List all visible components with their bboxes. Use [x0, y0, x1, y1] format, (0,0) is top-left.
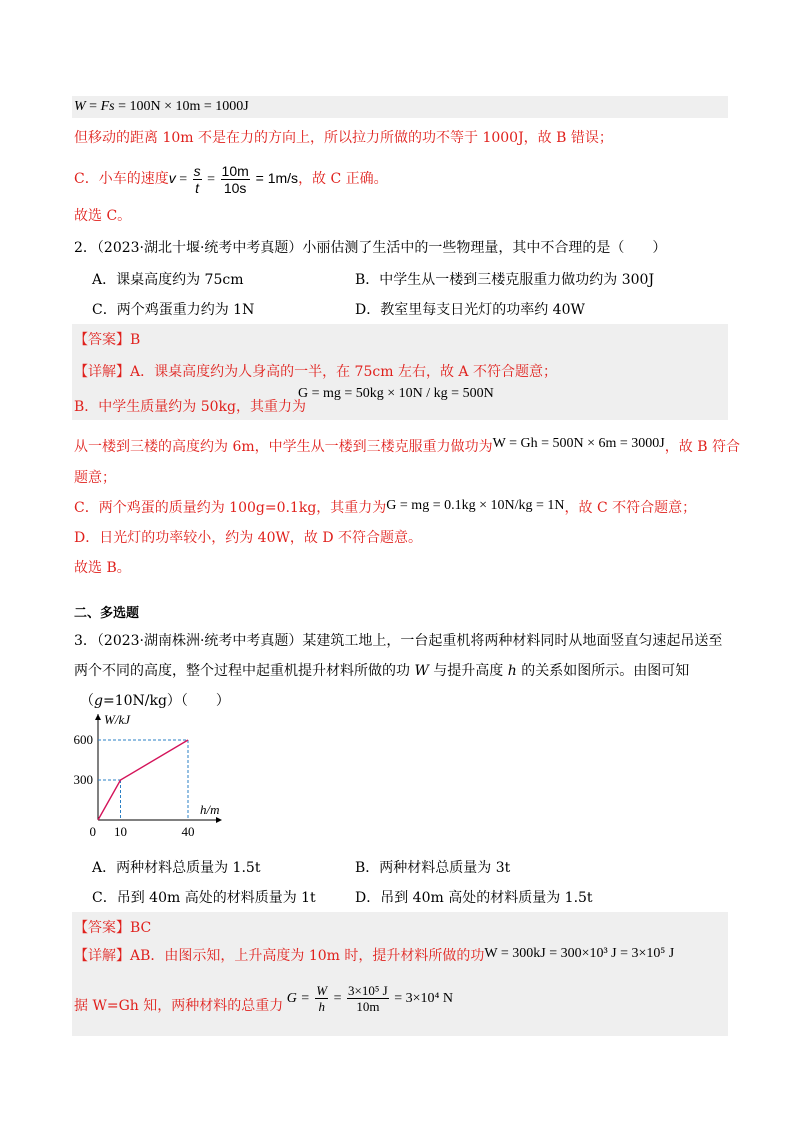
- q3-answer: [74, 918, 151, 938]
- q3-option-a: A．两种材料总质量为 1.5t: [92, 860, 261, 876]
- q2-detail-b3: 题意；: [74, 470, 116, 486]
- formula-g-equals: =: [330, 991, 346, 1006]
- q2-option-a: A．课桌高度约为 75cm: [92, 272, 244, 288]
- q2-option-d: D．教室里每支日光灯的功率约 40W: [355, 302, 585, 318]
- x-axis-label: h/m: [200, 802, 220, 817]
- detail-c-tail: ，故 C 不符合题意；: [564, 500, 697, 516]
- origin-label: 0: [89, 824, 96, 839]
- q3-formula-g: [283, 983, 454, 1015]
- q3-stem-1: 3．（2023·湖南株洲·统考中考真题）某建筑工地上，一台起重机将两种材料同时从地面竖直匀速起吊送至: [74, 633, 723, 649]
- q2-detail-b2: [74, 437, 740, 458]
- data-line: [98, 740, 188, 820]
- fraction-s-over-t: [193, 163, 202, 196]
- formula-equals: =: [85, 99, 101, 114]
- section-title-multi: 二、多选题: [74, 606, 140, 621]
- stem2-part-a: 两个不同的高度，整个过程中起重机提升材料所做的功: [74, 663, 415, 679]
- q3-answer-value: BC: [130, 920, 152, 936]
- fraction-numerator-w: W: [316, 983, 328, 999]
- detail-a-text: A．课桌高度约为人身高的一半，在 75cm 左右，故 A 不符合题意；: [130, 364, 557, 380]
- x-tick-label-10: 10: [114, 824, 127, 839]
- speed-equals-2: =: [203, 172, 219, 187]
- speed-equals: =: [175, 172, 191, 187]
- answer-tag: 【答案】: [74, 332, 130, 348]
- y-axis-arrow: [95, 714, 101, 720]
- formula-symbol-fs: Fs: [100, 99, 115, 114]
- q2-stem: 2．（2023·湖北十堰·统考中考真题）小丽估测了生活中的一些物理量，其中不合理的是（ ）: [74, 240, 667, 256]
- formula-g-rhs: = 3×10⁴ N: [390, 991, 454, 1006]
- speed-symbol-v: v: [168, 170, 176, 186]
- q3-stem-3: [80, 691, 230, 711]
- q3-formula-ab: W = 300kJ = 300×10³ J = 3×10⁵ J: [484, 946, 675, 961]
- fraction-numerator-10m: 10m: [221, 162, 249, 179]
- y-axis-label: W/kJ: [104, 712, 130, 727]
- q3-stem-2: [74, 661, 689, 681]
- fraction-10m-over-10s: [221, 163, 250, 196]
- detail-tag: 【详解】: [74, 364, 130, 380]
- fraction-denominator-h: h: [318, 999, 325, 1015]
- formula-g-lhs: G =: [286, 991, 314, 1006]
- q2-choose: 故选 B。: [74, 560, 131, 576]
- fraction-numerator-value: 3×10⁵ J: [348, 983, 388, 999]
- stem3-part-b: =10N/kg）（ ）: [102, 693, 230, 709]
- stem2-part-b: 与提升高度: [428, 663, 508, 679]
- fraction-w-over-h: [315, 983, 328, 1014]
- fraction-denominator-t: t: [195, 179, 200, 196]
- fraction-numerator-s: s: [193, 162, 201, 179]
- stem3-part-a: （: [80, 693, 94, 709]
- y-tick-label-600: 600: [73, 732, 93, 747]
- speed-tail: ，故 C 正确。: [298, 171, 388, 187]
- fraction-value: [347, 983, 389, 1014]
- q3-detail-ab: [74, 946, 674, 967]
- fraction-denominator-value: 10m: [356, 999, 380, 1015]
- q2-detail-b1-text: B．中学生质量约为 50kg，其重力为: [74, 399, 306, 415]
- stem2-symbol-w: W: [414, 663, 429, 679]
- y-tick-label-300: 300: [73, 772, 93, 787]
- text-choose-c: 故选 C。: [74, 208, 132, 224]
- formula-work: [74, 97, 249, 117]
- work-height-chart: [70, 712, 220, 839]
- formula-symbol-w: W: [74, 99, 86, 114]
- q3-detail-g-text: 据 W=Gh 知，两种材料的总重力: [74, 998, 284, 1014]
- q2-detail-a: [74, 362, 557, 382]
- q2-formula-c: G = mg = 0.1kg × 10N/kg = 1N: [386, 498, 565, 513]
- text-not-direction: 但移动的距离 10m 不是在力的方向上，所以拉力所做的功不等于 1000J，故 B 错误；: [74, 130, 613, 146]
- q2-detail-d: D．日光灯的功率较小，约为 40W，故 D 不符合题意。: [74, 530, 423, 546]
- x-axis-arrow: [216, 817, 222, 823]
- q3-detail-tag: 【详解】: [74, 948, 130, 964]
- text-speed-line: [74, 158, 388, 198]
- answer-value: B: [130, 332, 141, 348]
- q3-option-c: C．吊到 40m 高处的材料质量为 1t: [92, 890, 316, 906]
- stem2-symbol-h: h: [507, 663, 517, 679]
- q3-option-b: B．两种材料总质量为 3t: [355, 860, 511, 876]
- detail-b2-tail: ，故 B 符合: [664, 439, 740, 455]
- q2-option-b: B．中学生从一楼到三楼克服重力做功约为 300J: [355, 272, 655, 288]
- stem2-part-c: 的关系如图所示。由图可知: [516, 663, 690, 679]
- q2-detail-c: [74, 498, 696, 519]
- q3-answer-tag: 【答案】: [74, 920, 130, 936]
- q3-detail-g: [74, 983, 454, 1026]
- speed-label: C．小车的速度: [74, 171, 169, 187]
- stem3-symbol-g: g: [94, 693, 103, 709]
- q2-formula-b2: W = Gh = 500N × 6m = 3000J: [492, 436, 665, 451]
- speed-result: = 1m/s: [251, 170, 299, 186]
- formula-work-rest: = 100N × 10m = 1000J: [114, 99, 249, 114]
- detail-b2-text: 从一楼到三楼的高度约为 6m，中学生从一楼到三楼克服重力做功为: [74, 439, 493, 455]
- q3-detail-ab-text: AB．由图示知，上升高度为 10m 时，提升材料所做的功: [130, 948, 485, 964]
- fraction-denominator-10s: 10s: [223, 179, 247, 196]
- q3-option-d: D．吊到 40m 高处的材料质量为 1.5t: [355, 890, 593, 906]
- q2-formula-b1: G = mg = 50kg × 10N / kg = 500N: [298, 386, 494, 401]
- x-tick-label-40: 40: [181, 824, 195, 839]
- detail-c-text: C．两个鸡蛋的质量约为 100g=0.1kg，其重力为: [74, 500, 387, 516]
- q2-answer: [74, 330, 140, 350]
- q2-option-c: C．两个鸡蛋重力约为 1N: [92, 302, 255, 318]
